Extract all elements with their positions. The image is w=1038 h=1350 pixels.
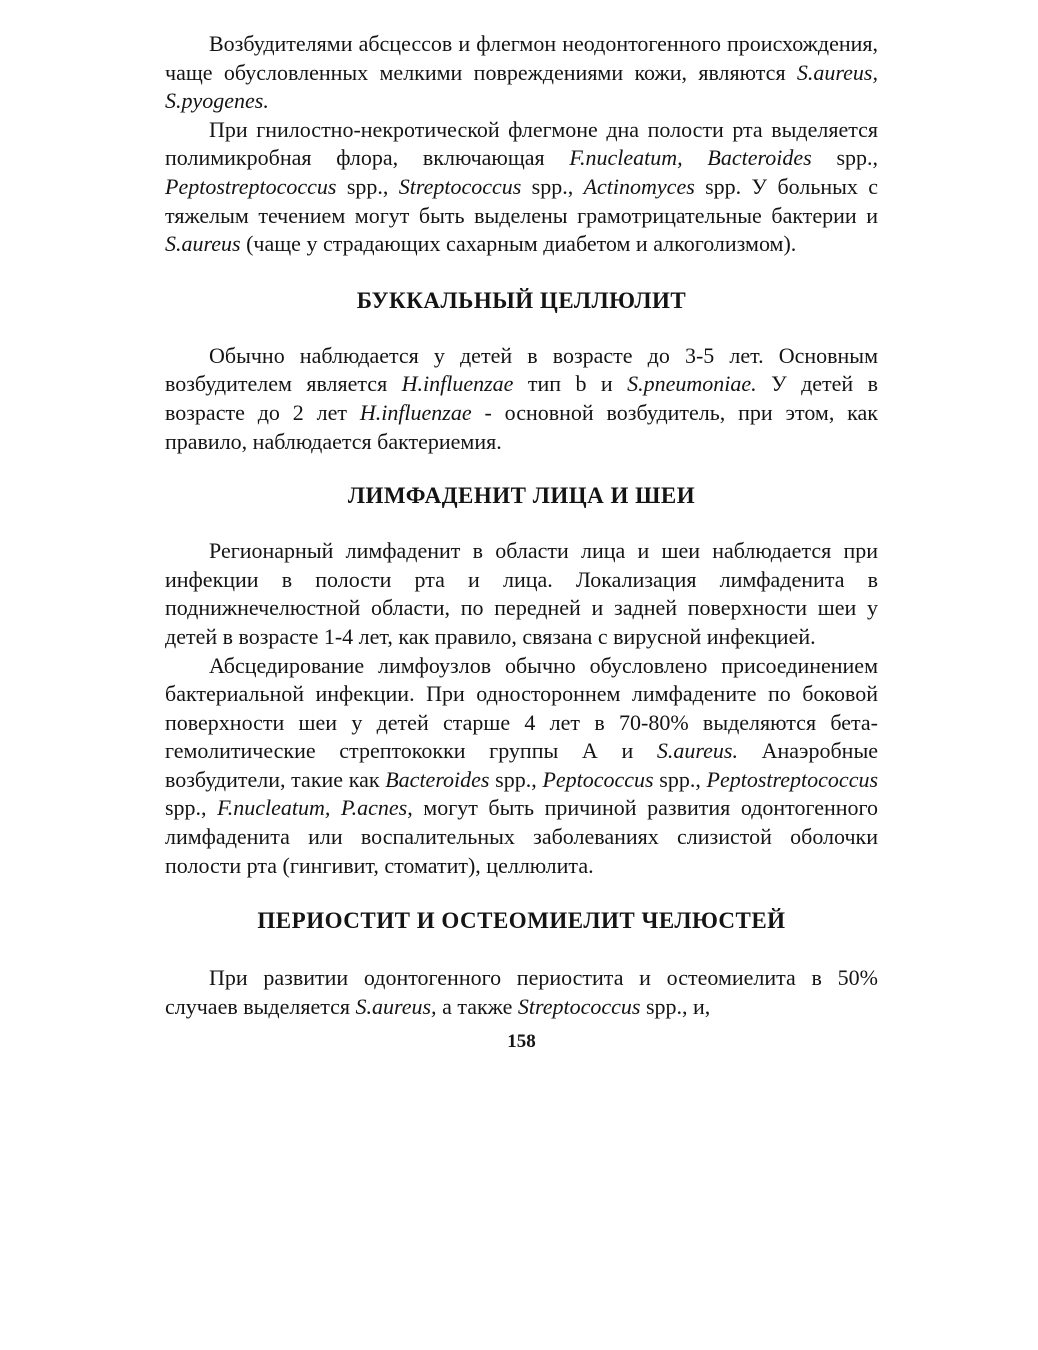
text-run: spp., [489, 766, 543, 792]
text-run: Регионарный лимфаденит в области лица и шеи наблюдается при инфекции в полости рта и лица. Локализация лимфаденита в поднижнечелюстной области, по передней и задней поверхности шеи у детей в возрасте 1-4 лет, как правило, связана с вирусной инфекцией. [165, 538, 878, 649]
italic-term: F.nucleatum, P.acnes [217, 795, 408, 821]
italic-term: Peptococcus [542, 766, 654, 792]
document-page [165, 30, 878, 1055]
section-heading-lymphadenitis: ЛИМФАДЕНИТ ЛИЦА И ШЕИ [347, 483, 696, 509]
text-run: - основной возбудитель, при этом, как правило, наблюдается бактериемия. [165, 399, 878, 454]
italic-term: H.influenzae [359, 399, 472, 425]
italic-term: Peptostreptococcus [165, 173, 337, 199]
text-run: spp., и, [640, 993, 711, 1019]
section-heading-buccal-cellulitis: БУККАЛЬНЫЙ ЦЕЛЛЮЛИТ [356, 287, 687, 313]
text-run: spp., [165, 795, 218, 821]
text-run: (чаще у страдающих сахарным диабетом и алкоголизмом). [240, 231, 797, 257]
text-run: У детей в возрасте до 2 лет [165, 371, 879, 425]
section-heading-periostitis-osteomyelitis: ПЕРИОСТИТ И ОСТЕОМИЕЛИТ ЧЕЛЮСТЕЙ [257, 908, 786, 934]
text-run: Возбудителями абсцессов и флегмон неодонтогенного происхождения, чаще обусловленных мелкими повреждениями кожи, являются [165, 31, 878, 85]
paragraph-neodontogenic-abscess [165, 30, 878, 116]
italic-term: S.aureus [165, 231, 241, 257]
text-run: spp., [811, 145, 878, 171]
text-run: а также [436, 993, 518, 1019]
paragraph-regional-lymphadenitis [165, 537, 878, 651]
italic-term: S.aureus, S.pyogenes. [165, 59, 878, 114]
paragraph-lymph-node-abscess [165, 652, 878, 881]
italic-term: S.aureus. [656, 738, 738, 764]
text-run: При развитии одонтогенного периостита и остеомиелита в 50% случаев выделяется [165, 965, 878, 1019]
text-run: При гнилостно-некротической флегмоне дна полости рта выделяется полимикробная флора, включающая [165, 116, 878, 171]
text-run: тип b и [513, 371, 628, 397]
paragraph-buccal-cellulitis [165, 342, 878, 456]
paragraph-putrid-phlegmon [165, 116, 878, 259]
italic-term: S.aureus, [355, 993, 437, 1019]
text-run: spp., [336, 173, 399, 199]
italic-term: Actinomyces [583, 173, 695, 199]
italic-term: Streptococcus [517, 993, 641, 1019]
italic-term: Bacteroides [385, 766, 490, 792]
italic-term: Streptococcus [398, 173, 522, 199]
italic-term: S.pneumoniae. [627, 371, 757, 397]
text-run: spp. У больных с тяжелым течением могут быть выделены грамотрицательные бактерии и [165, 173, 879, 228]
italic-term: H.influenzae [401, 371, 514, 397]
text-run: , могут быть причиной развития одонтогенного лимфаденита или воспалительных заболеваниях слизистой оболочки полости рта (гингивит, стоматит), целлюлита. [165, 795, 879, 878]
paragraph-periostitis [165, 964, 878, 1021]
text-run: spp., [653, 766, 707, 792]
italic-term: Peptostreptococcus [706, 766, 879, 792]
text-run: Анаэробные возбудители, такие как [165, 738, 878, 792]
italic-term: F.nucleatum, Bacteroides [569, 145, 812, 171]
text-run: Абсцедирование лимфоузлов обычно обусловлено присоединением бактериальной инфекции. При одностороннем лимфадените по боковой поверхности шеи у детей старше 4 лет в 70-80% выделяются бета-гемолитические стрептококки группы А и [165, 652, 878, 764]
text-run: spp., [521, 173, 584, 199]
page-number: 158 [507, 1031, 536, 1053]
text-run: Обычно наблюдается у детей в возрасте до 3-5 лет. Основным возбудителем является [165, 342, 878, 397]
